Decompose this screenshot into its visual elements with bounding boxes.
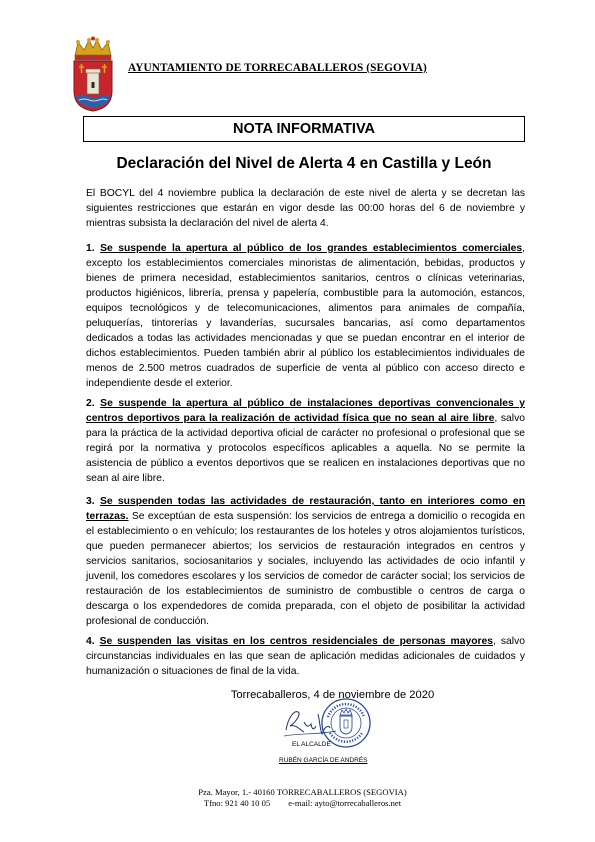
item-body: , excepto los establecimientos comerciales minoristas de alimentación, bebidas, productos y bienes de primera necesidad, establecimientos sanitarios, centros o clínicas veterinarias, productos higiénicos, librería, prensa y papelería, combustible para la automoción, estancos, equipos tecnológicos y de telecomunicaciones, alimentos para animales de compañía, peluquerías, tintorerías y lavanderías, sucursales bancarias, así como departamentos dedicados a todas las actividades mencionadas y que se puedan encontrar en el interior de dichos establecimientos. Pueden también abrir al público los establecimientos individuales de menos de 2.500 metros cuadrados de superficie de venta al público con acceso directo e independiente desde el exterior. [86,243,525,389]
coat-of-arms-logo [70,36,116,112]
document-heading: Declaración del Nivel de Alerta 4 en Castilla y León [116,155,492,172]
footer-phone: Tfno: 921 40 10 05 [203,798,271,808]
item-number: 2. [86,398,95,409]
restriction-item-3 [86,494,525,629]
item-headline: Se suspende la apertura al público de los grandes establecimientos comerciales [100,243,523,254]
item-number: 1. [86,243,95,254]
mayor-name: RUBÉN GARCÍA DE ANDRÉS [279,757,368,764]
restriction-item-2 [86,396,525,486]
item-body: , salvo para la práctica de la actividad deportiva oficial de carácter no profesional o profesional que se regirá por la normativa y protocolos específicos aplicables a aquella. No se permite la asistencia de público a eventos deportivos que se realicen en instalaciones deportivas que no sean al aire libre. [86,413,525,484]
restriction-item-1 [86,241,525,391]
organization-name: AYUNTAMIENTO DE TORRECABALLEROS (SEGOVIA) [128,62,427,74]
restriction-item-4 [86,634,525,679]
footer-email: e-mail: ayto@torrecaballeros.net [288,798,402,808]
item-number: 3. [86,496,95,507]
footer-address: Pza. Mayor, 1.- 40160 TORRECABALLEROS (SEGOVIA) [198,787,407,797]
mayor-title: EL ALCALDE [292,741,331,748]
item-headline: Se suspenden todas las actividades de restauración, tanto en interiores como en terrazas. [86,496,526,522]
footer-contact [0,798,595,808]
item-headline: Se suspenden las visitas en los centros residenciales de personas mayores [99,636,494,647]
item-number: 4. [86,636,95,647]
place-and-date: Torrecaballeros, 4 de noviembre de 2020 [230,689,435,701]
item-body: , salvo circunstancias individuales en las que sean de aplicación medidas adicionales de cuidados y humanización o situaciones de final de la vida. [86,636,525,677]
item-headline: Se suspende la apertura al público de instalaciones deportivas convencionales y centros deportivos para la realización de actividad física que no sean al aire libre [86,398,526,424]
notice-label-box [83,116,525,142]
intro-paragraph: El BOCYL del 4 noviembre publica la declaración de este nivel de alerta y se decretan las siguientes restricciones que estarán en vigor desde las 00:00 horas del 6 de noviembre y mientras subsista la declaración del nivel de alerta 4. [86,188,525,229]
notice-label: NOTA INFORMATIVA [232,121,376,137]
item-body: Se exceptúan de esta suspensión: los servicios de entrega a domicilio o recogida en el establecimiento o en vehículo; los restaurantes de los hoteles y otros alojamientos turísticos, que pueden permanecer abiertos; los servicios de restauración integrados en centros y servicios sanitarios, sociosanitarios y sociales, incluyendo las actividades de ocio infantil y juvenil, los comedores escolares y los servicios de comedor de carácter social; los servicios de restauración de los establecimientos de suministro de combustible o centros de carga o descarga o los expendedores de comida preparada, con el objeto de posibilitar la actividad profesional de conducción. [86,511,525,627]
